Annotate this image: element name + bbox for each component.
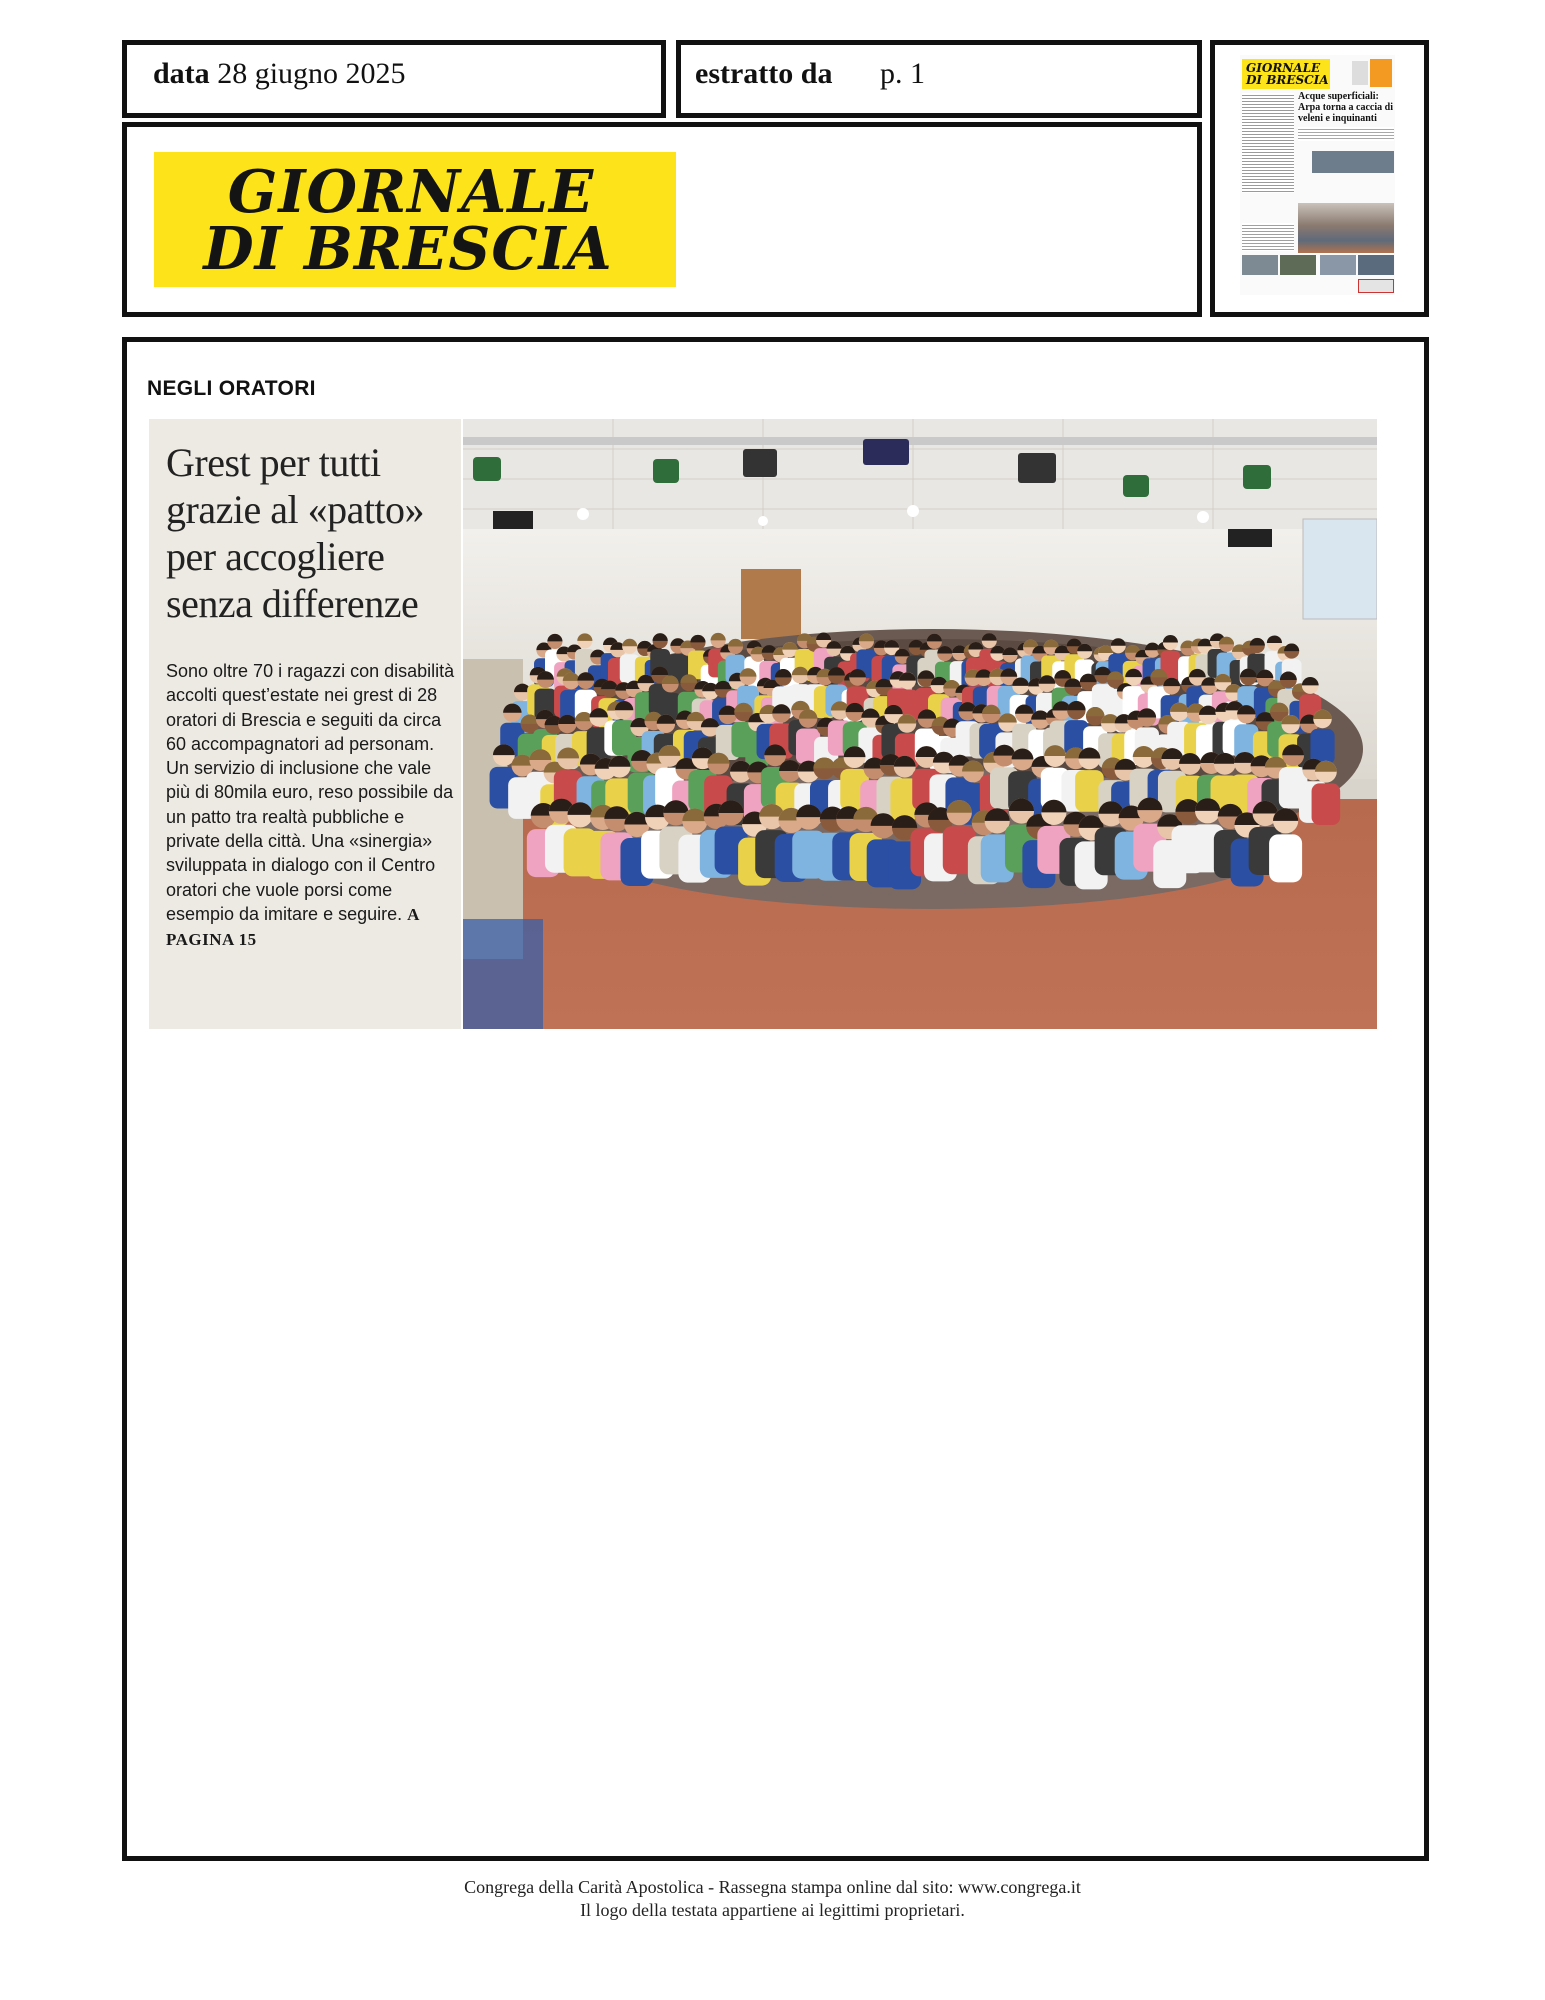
date-value: 28 giugno 2025 bbox=[217, 57, 406, 90]
article-body bbox=[166, 659, 456, 953]
date-box bbox=[122, 40, 666, 118]
thumbnail-photo bbox=[1358, 255, 1394, 275]
thumbnail-advert bbox=[1358, 279, 1394, 293]
logo-line-2: DI BRESCIA bbox=[203, 213, 613, 283]
thumbnail-logo-line-1: GIORNALE bbox=[1246, 61, 1321, 75]
group-photo-illustration bbox=[463, 419, 1377, 1029]
front-page-thumbnail bbox=[1240, 55, 1395, 295]
article-box bbox=[122, 337, 1429, 1861]
thumbnail-main-photo bbox=[1298, 203, 1394, 253]
footer-credit: Congrega della Carità Apostolica - Rassegna stampa online dal sito: www.congrega.it bbox=[464, 1877, 1081, 1897]
extract-line bbox=[695, 57, 925, 91]
crowd-figures bbox=[490, 632, 1341, 889]
thumbnail-logo-line-2: DI BRESCIA bbox=[1246, 73, 1329, 87]
page-link: A PAGINA 15 bbox=[166, 904, 419, 950]
date-label: data bbox=[153, 57, 210, 90]
article-text-panel bbox=[149, 419, 461, 1029]
thumbnail-image bbox=[1312, 151, 1394, 173]
date-line bbox=[153, 57, 406, 91]
thumbnail-logo bbox=[1242, 59, 1330, 89]
thumbnail-photo bbox=[1242, 255, 1278, 275]
article-headline: Grest per tutti grazie al «patto» per accogliere senza differenze bbox=[166, 440, 425, 626]
logo-line-1: GIORNALE bbox=[227, 156, 595, 226]
article-kicker: NEGLI ORATORI bbox=[147, 377, 316, 400]
footer-disclaimer: Il logo della testata appartiene ai legittimi proprietari. bbox=[580, 1900, 965, 1920]
thumbnail-photo bbox=[1280, 255, 1316, 275]
thumbnail-text-block bbox=[1242, 223, 1294, 251]
extract-box bbox=[676, 40, 1202, 118]
article-body-text: Sono oltre 70 i ragazzi con disabilità accolti quest’estate nei grest di 28 oratori di Brescia e seguiti da circa 60 accompagnatori ad personam. Un servizio di inclusione che vale più di 80mila euro, reso possibile da un patto tra realtà pubbliche e private della città. Una «sinergia» sviluppata in dialogo con il Centro oratori che vuole porsi come esempio da imitare e seguire. bbox=[166, 661, 455, 924]
front-page-thumbnail-box bbox=[1210, 40, 1429, 317]
thumbnail-badge bbox=[1370, 59, 1392, 87]
thumbnail-index-block bbox=[1352, 61, 1368, 85]
group-photo bbox=[463, 419, 1377, 1029]
thumbnail-text-column bbox=[1242, 93, 1294, 193]
extract-label: estratto da bbox=[695, 57, 833, 90]
page-reference: p. 1 bbox=[879, 57, 925, 90]
thumbnail-photo bbox=[1320, 255, 1356, 275]
thumbnail-headline: Acque superficiali: Arpa torna a caccia di veleni e inquinanti bbox=[1298, 91, 1393, 124]
newspaper-logo bbox=[154, 152, 676, 287]
masthead-box bbox=[122, 122, 1202, 317]
thumbnail-text-lines bbox=[1298, 127, 1394, 141]
